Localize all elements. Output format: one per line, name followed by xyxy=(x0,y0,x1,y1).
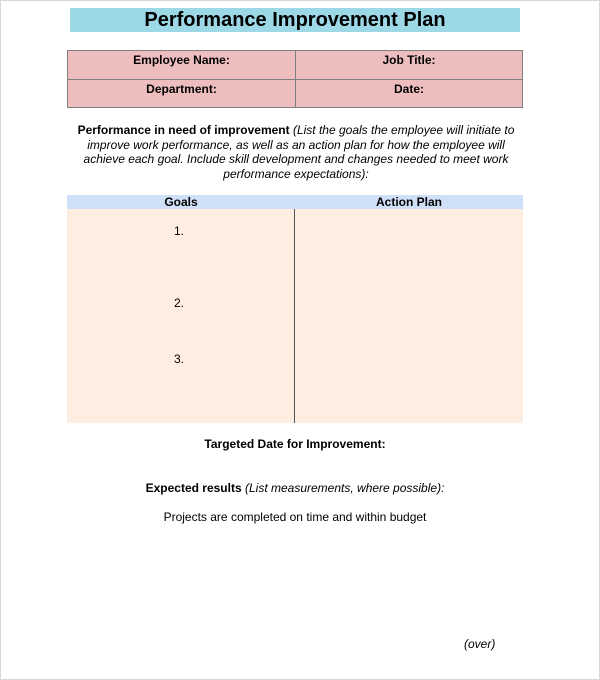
job-title-label: Job Title: xyxy=(382,53,436,67)
document-title: Performance Improvement Plan xyxy=(70,8,520,32)
expected-results-note: (List measurements, where possible): xyxy=(244,481,445,495)
performance-instructions-text: (List the goals the employee will initiate to improve work performance, as well as an action plan for how the employee will achieve each goal. Include skill development and changes needed to meet work performance expectations): xyxy=(83,123,515,181)
department-label: Department: xyxy=(68,80,296,108)
date-label: Date: xyxy=(393,82,424,96)
column-divider xyxy=(294,209,295,423)
expected-results-label: Expected results xyxy=(145,481,242,495)
over-note: (over) xyxy=(464,637,496,651)
targeted-date-label: Targeted Date for Improvement: xyxy=(204,437,386,451)
performance-instructions xyxy=(66,123,526,181)
goal-number-1: 1. xyxy=(174,224,185,238)
goal-number-2: 2. xyxy=(174,296,185,310)
info-row-employee xyxy=(68,51,522,80)
expected-results xyxy=(0,481,590,495)
action-plan-column-header: Action Plan xyxy=(375,195,442,209)
expected-results-text: Projects are completed on time and within budget xyxy=(163,510,427,524)
employee-name-label: Employee Name: xyxy=(68,51,296,79)
goal-number-3: 3. xyxy=(174,352,185,366)
employee-info-table xyxy=(67,50,523,108)
goals-table-header xyxy=(67,195,523,209)
info-row-department xyxy=(68,80,522,108)
goals-column-header: Goals xyxy=(164,195,198,209)
goals-table-body xyxy=(67,209,523,423)
performance-heading: Performance in need of improvement xyxy=(77,123,290,137)
